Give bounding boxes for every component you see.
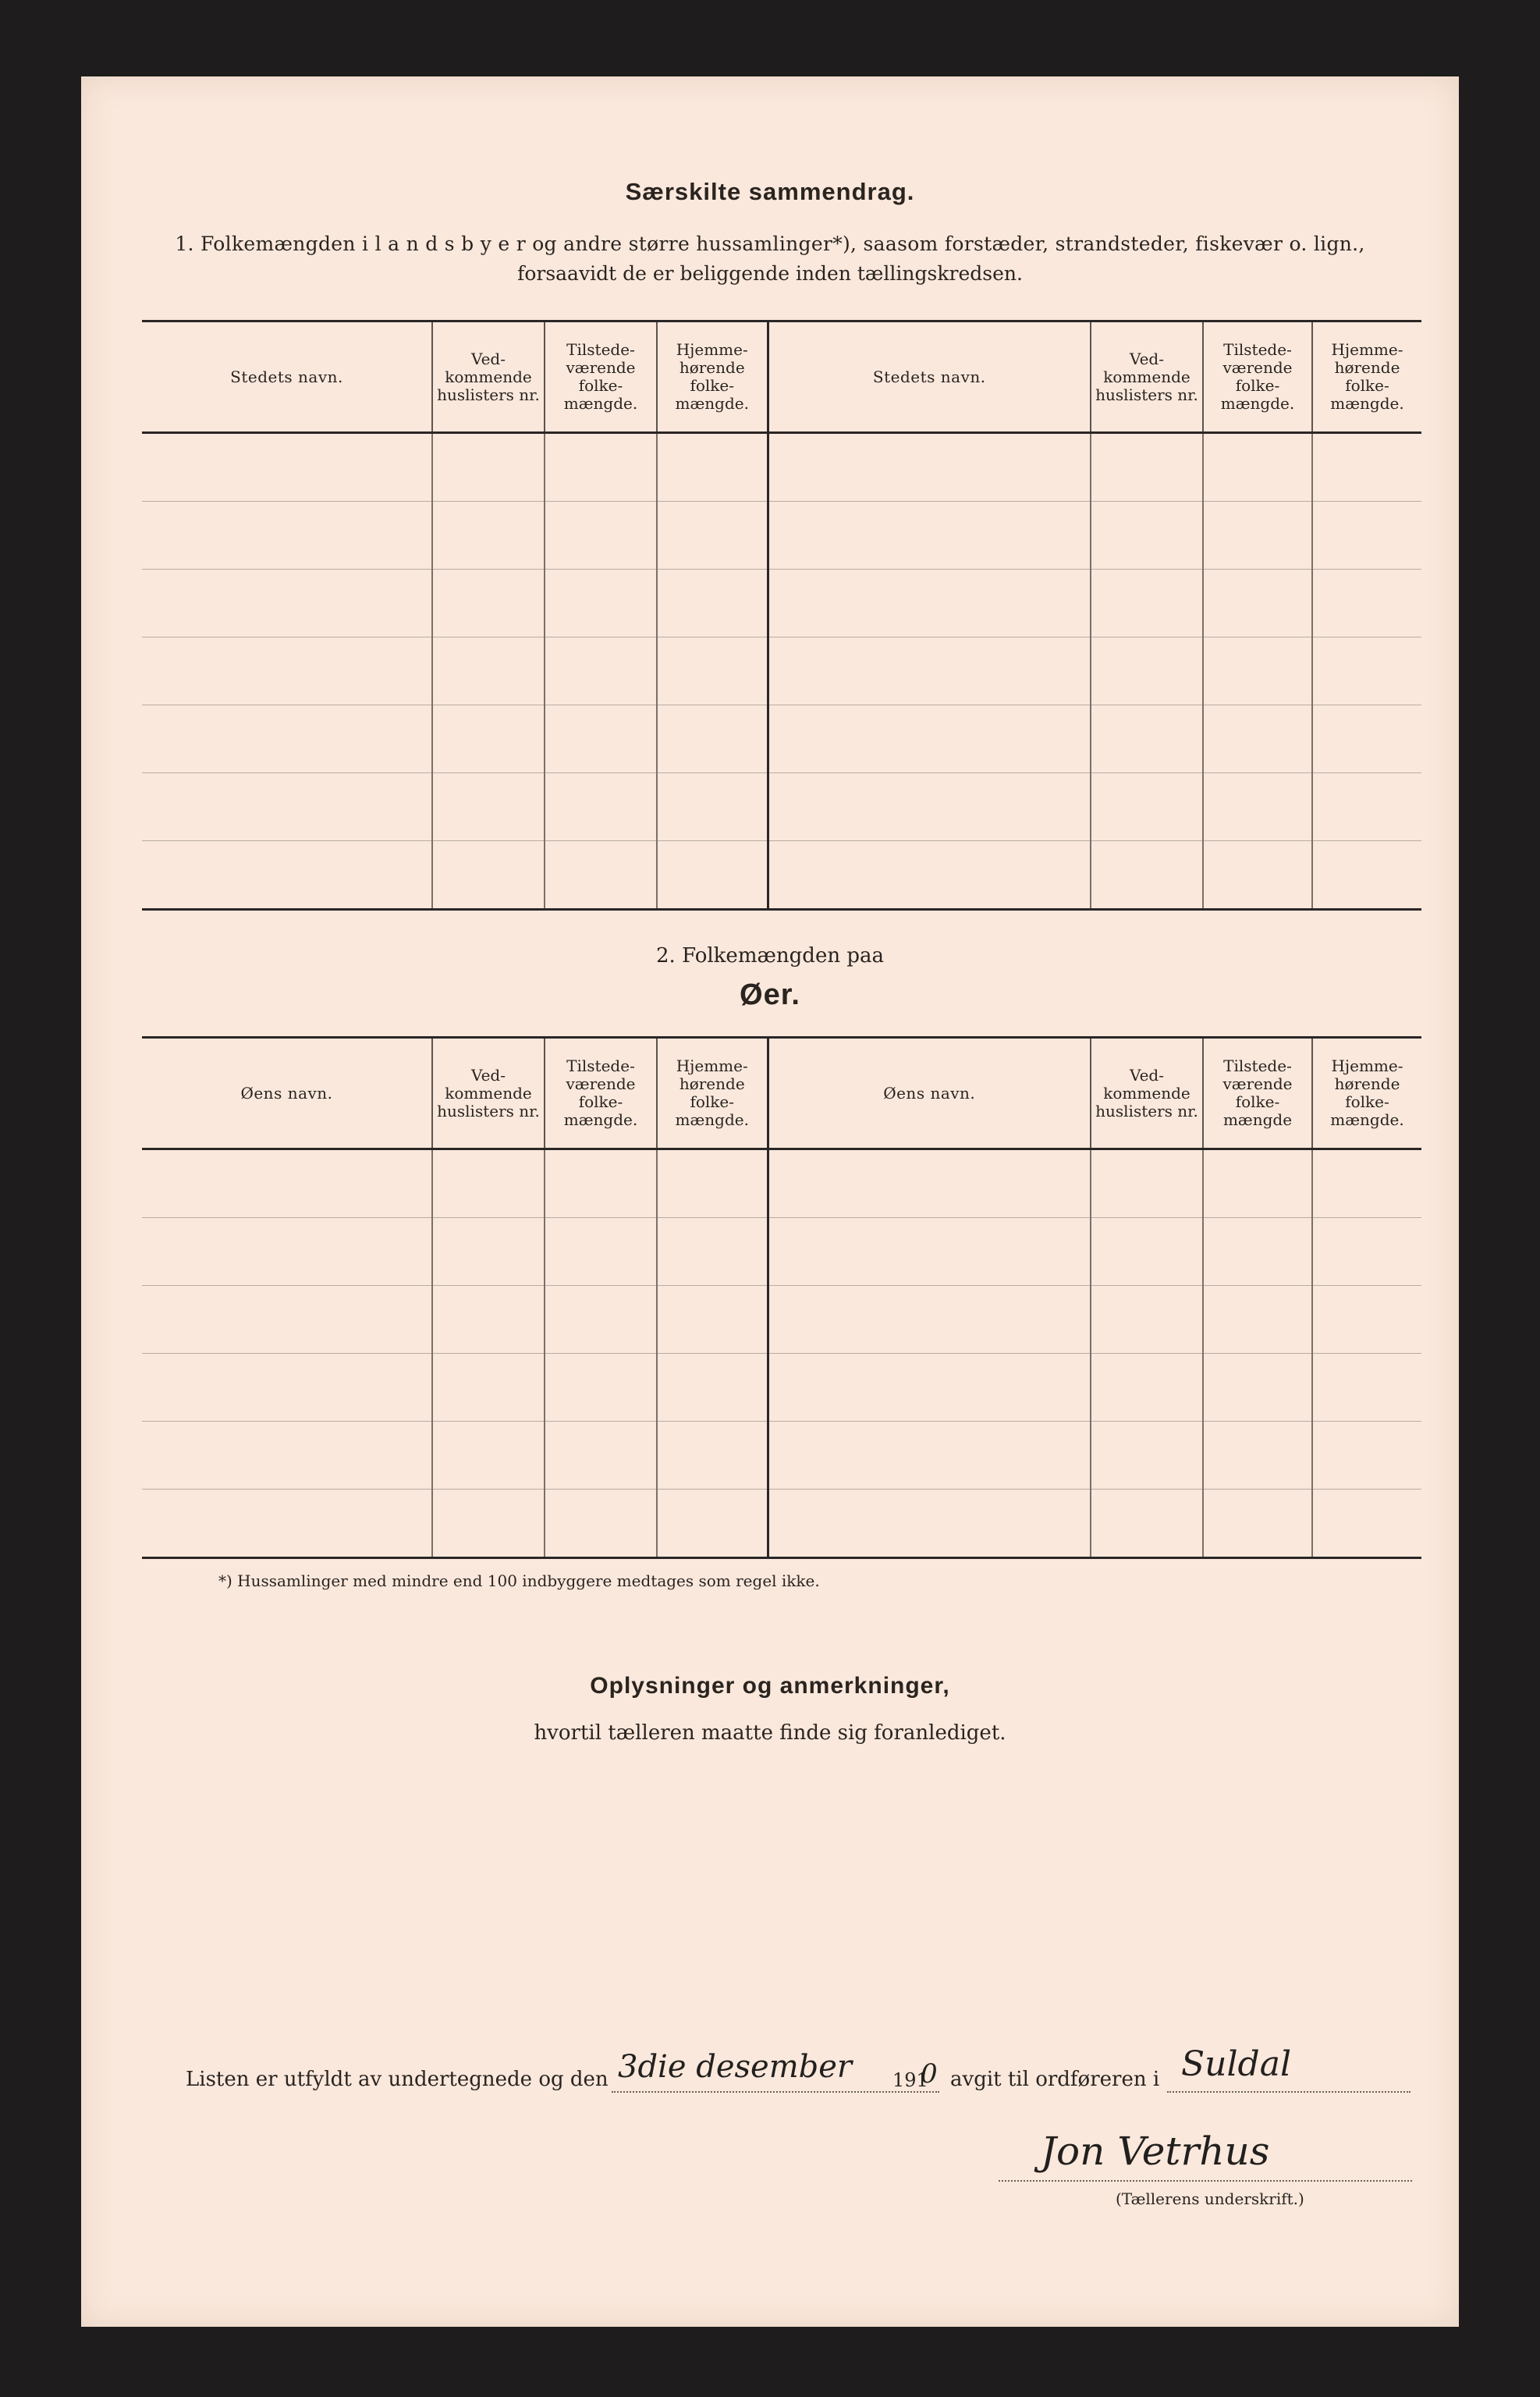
census-form-page (81, 76, 1459, 2327)
table-cell[interactable] (1312, 841, 1421, 910)
table-cell[interactable] (1091, 1354, 1203, 1422)
table-cell[interactable] (545, 637, 657, 705)
table-cell[interactable] (657, 841, 768, 910)
signature-caption: (Tællerens underskrift.) (1116, 2189, 1304, 2208)
table-cell[interactable] (1203, 841, 1312, 910)
table-cell[interactable] (432, 433, 545, 502)
col-tilstedevaerende-2: Tilstede-værende folke-mængde (1203, 1038, 1312, 1149)
table-cell[interactable] (545, 1149, 657, 1218)
islands-table (142, 1036, 1421, 1559)
col-huslisters-nr-2: Ved-kommende huslisters nr. (1091, 321, 1203, 433)
table-cell[interactable] (657, 637, 768, 705)
table-cell[interactable] (1203, 1286, 1312, 1354)
table-cell[interactable] (432, 570, 545, 637)
table-cell[interactable] (657, 773, 768, 841)
table-row (142, 1149, 1421, 1218)
table-cell[interactable] (1312, 773, 1421, 841)
table-cell[interactable] (1203, 570, 1312, 637)
table-cell[interactable] (1091, 1422, 1203, 1490)
col-hjemmehorende-2: Hjemme-hørende folke-mængde. (1312, 321, 1421, 433)
col-huslisters-nr: Ved-kommende huslisters nr. (432, 1038, 545, 1149)
footnote: *) Hussamlinger med mindre end 100 indbyggere medtages som regel ikke. (218, 1571, 820, 1590)
col-huslisters-nr-2: Ved-kommende huslisters nr. (1091, 1038, 1203, 1149)
table-cell[interactable] (545, 841, 657, 910)
year-handwritten: 0 (921, 2058, 938, 2090)
table-row (142, 1286, 1421, 1354)
table-cell[interactable] (432, 705, 545, 773)
table-row (142, 841, 1421, 910)
table-cell[interactable] (1091, 637, 1203, 705)
table-cell[interactable] (768, 433, 1091, 502)
section1-heading-line1: 1. Folkemængden i l a n d s b y e r og andre større hussamlinger*), saasom forstæder, strandsteder, fiskevær o. lign., (175, 233, 1365, 255)
table-cell[interactable] (657, 570, 768, 637)
table-cell[interactable] (657, 433, 768, 502)
table-cell[interactable] (1091, 705, 1203, 773)
table-row (142, 1354, 1421, 1422)
table-cell[interactable] (142, 1422, 432, 1490)
table-cell[interactable] (545, 570, 657, 637)
table-cell[interactable] (657, 1149, 768, 1218)
table-cell[interactable] (432, 502, 545, 570)
signature-middle: avgit til ordføreren i (950, 2068, 1160, 2091)
table-cell[interactable] (768, 1422, 1091, 1490)
table-cell[interactable] (768, 841, 1091, 910)
table-cell[interactable] (432, 841, 545, 910)
col-hjemmehorende: Hjemme-hørende folke-mængde. (657, 1038, 768, 1149)
col-tilstedevaerende: Tilstede-værende folke-mængde. (545, 321, 657, 433)
table-row (142, 1422, 1421, 1490)
remarks-subtitle: hvortil tælleren maatte finde sig foranlediget. (534, 1721, 1006, 1745)
handwritten-place: Suldal (1181, 2044, 1292, 2084)
place-dotted-line (1167, 2091, 1410, 2093)
table-cell[interactable] (545, 502, 657, 570)
table-cell[interactable] (1312, 1354, 1421, 1422)
table-cell[interactable] (432, 1149, 545, 1218)
table-row (142, 1490, 1421, 1558)
table-cell[interactable] (657, 1490, 768, 1558)
table-cell[interactable] (1203, 1422, 1312, 1490)
table-cell[interactable] (432, 1286, 545, 1354)
table-cell[interactable] (1091, 1490, 1203, 1558)
table-cell[interactable] (1203, 502, 1312, 570)
table-row (142, 1218, 1421, 1286)
table-cell[interactable] (1312, 1490, 1421, 1558)
table-cell[interactable] (657, 1422, 768, 1490)
table-cell[interactable] (545, 1286, 657, 1354)
col-hjemmehorende: Hjemme-hørende folke-mængde. (657, 321, 768, 433)
table-cell[interactable] (1203, 1218, 1312, 1286)
table-row (142, 773, 1421, 841)
table-cell[interactable] (768, 1490, 1091, 1558)
table-cell[interactable] (142, 1490, 432, 1558)
table-cell[interactable] (1312, 1218, 1421, 1286)
date-dotted-line (612, 2091, 939, 2093)
col-tilstedevaerende: Tilstede-værende folke-mængde. (545, 1038, 657, 1149)
table-cell[interactable] (1312, 705, 1421, 773)
col-huslisters-nr: Ved-kommende huslisters nr. (432, 321, 545, 433)
table-cell[interactable] (1312, 1422, 1421, 1490)
table-cell[interactable] (432, 637, 545, 705)
col-stedets-navn-2: Stedets navn. (768, 321, 1091, 433)
table-cell[interactable] (545, 1422, 657, 1490)
table-cell[interactable] (1203, 773, 1312, 841)
table-cell[interactable] (768, 1354, 1091, 1422)
table-cell[interactable] (1091, 433, 1203, 502)
table-cell[interactable] (1203, 1490, 1312, 1558)
table-row (142, 502, 1421, 570)
table-cell[interactable] (142, 705, 432, 773)
col-hjemmehorende-2: Hjemme-hørende folke-mængde. (1312, 1038, 1421, 1149)
section2-subtitle: 2. Folkemængden paa (656, 944, 884, 968)
table-cell[interactable] (1203, 637, 1312, 705)
table-cell[interactable] (1312, 637, 1421, 705)
table-cell[interactable] (432, 1354, 545, 1422)
table-cell[interactable] (1091, 570, 1203, 637)
table-cell[interactable] (768, 1218, 1091, 1286)
table-cell[interactable] (432, 1490, 545, 1558)
table-cell[interactable] (142, 1218, 432, 1286)
table-row (142, 433, 1421, 502)
signature-dotted-line (999, 2180, 1412, 2182)
table-cell[interactable] (1091, 1149, 1203, 1218)
page-title: Særskilte sammendrag. (625, 178, 915, 205)
table-row (142, 570, 1421, 637)
table-cell[interactable] (1312, 1149, 1421, 1218)
table-cell[interactable] (142, 1149, 432, 1218)
handwritten-signature: Jon Vetrhus (1041, 2129, 1270, 2174)
table-row (142, 705, 1421, 773)
table-cell[interactable] (1312, 1286, 1421, 1354)
table-cell[interactable] (142, 1286, 432, 1354)
table-cell[interactable] (1203, 1354, 1312, 1422)
table-cell[interactable] (1203, 705, 1312, 773)
table-cell[interactable] (1091, 773, 1203, 841)
table-cell[interactable] (432, 773, 545, 841)
table-cell[interactable] (1091, 502, 1203, 570)
table-cell[interactable] (768, 773, 1091, 841)
table-cell[interactable] (1091, 1286, 1203, 1354)
table-cell[interactable] (545, 1490, 657, 1558)
table-cell[interactable] (1312, 502, 1421, 570)
table-cell[interactable] (545, 773, 657, 841)
table-cell[interactable] (768, 705, 1091, 773)
table-cell[interactable] (768, 502, 1091, 570)
table-cell[interactable] (657, 502, 768, 570)
table-cell[interactable] (1091, 841, 1203, 910)
col-oens-navn-2: Øens navn. (768, 1038, 1091, 1149)
table-cell[interactable] (1312, 433, 1421, 502)
table-cell[interactable] (1091, 1218, 1203, 1286)
section1-heading-line2: forsaavidt de er beliggende inden tællingskredsen. (517, 262, 1023, 285)
table-cell[interactable] (142, 1354, 432, 1422)
col-tilstedevaerende-2: Tilstede-værende folke-mængde. (1203, 321, 1312, 433)
table-cell[interactable] (142, 433, 432, 502)
table-row (142, 637, 1421, 705)
table-cell[interactable] (545, 433, 657, 502)
table-cell[interactable] (768, 1149, 1091, 1218)
table-cell[interactable] (142, 773, 432, 841)
year-printed: 191 (892, 2069, 928, 2091)
table-cell[interactable] (432, 1218, 545, 1286)
table-cell[interactable] (657, 1354, 768, 1422)
table-cell[interactable] (142, 637, 432, 705)
table-cell[interactable] (142, 502, 432, 570)
table-cell[interactable] (768, 570, 1091, 637)
table-cell[interactable] (142, 570, 432, 637)
signature-prefix: Listen er utfyldt av undertegnede og den (186, 2068, 609, 2091)
section2-title: Øer. (740, 978, 800, 1011)
table-cell[interactable] (545, 705, 657, 773)
col-oens-navn: Øens navn. (142, 1038, 432, 1149)
table-cell[interactable] (1203, 1149, 1312, 1218)
villages-table (142, 320, 1421, 911)
table-cell[interactable] (1312, 570, 1421, 637)
table-cell[interactable] (545, 1218, 657, 1286)
table-cell[interactable] (1203, 433, 1312, 502)
table-cell[interactable] (432, 1422, 545, 1490)
table-cell[interactable] (768, 1286, 1091, 1354)
col-stedets-navn: Stedets navn. (142, 321, 432, 433)
table-cell[interactable] (657, 705, 768, 773)
handwritten-date: 3die desember (618, 2049, 853, 2085)
table-cell[interactable] (545, 1354, 657, 1422)
table-cell[interactable] (142, 841, 432, 910)
remarks-title: Oplysninger og anmerkninger, (590, 1673, 950, 1699)
table-cell[interactable] (657, 1286, 768, 1354)
table-cell[interactable] (657, 1218, 768, 1286)
table-cell[interactable] (768, 637, 1091, 705)
